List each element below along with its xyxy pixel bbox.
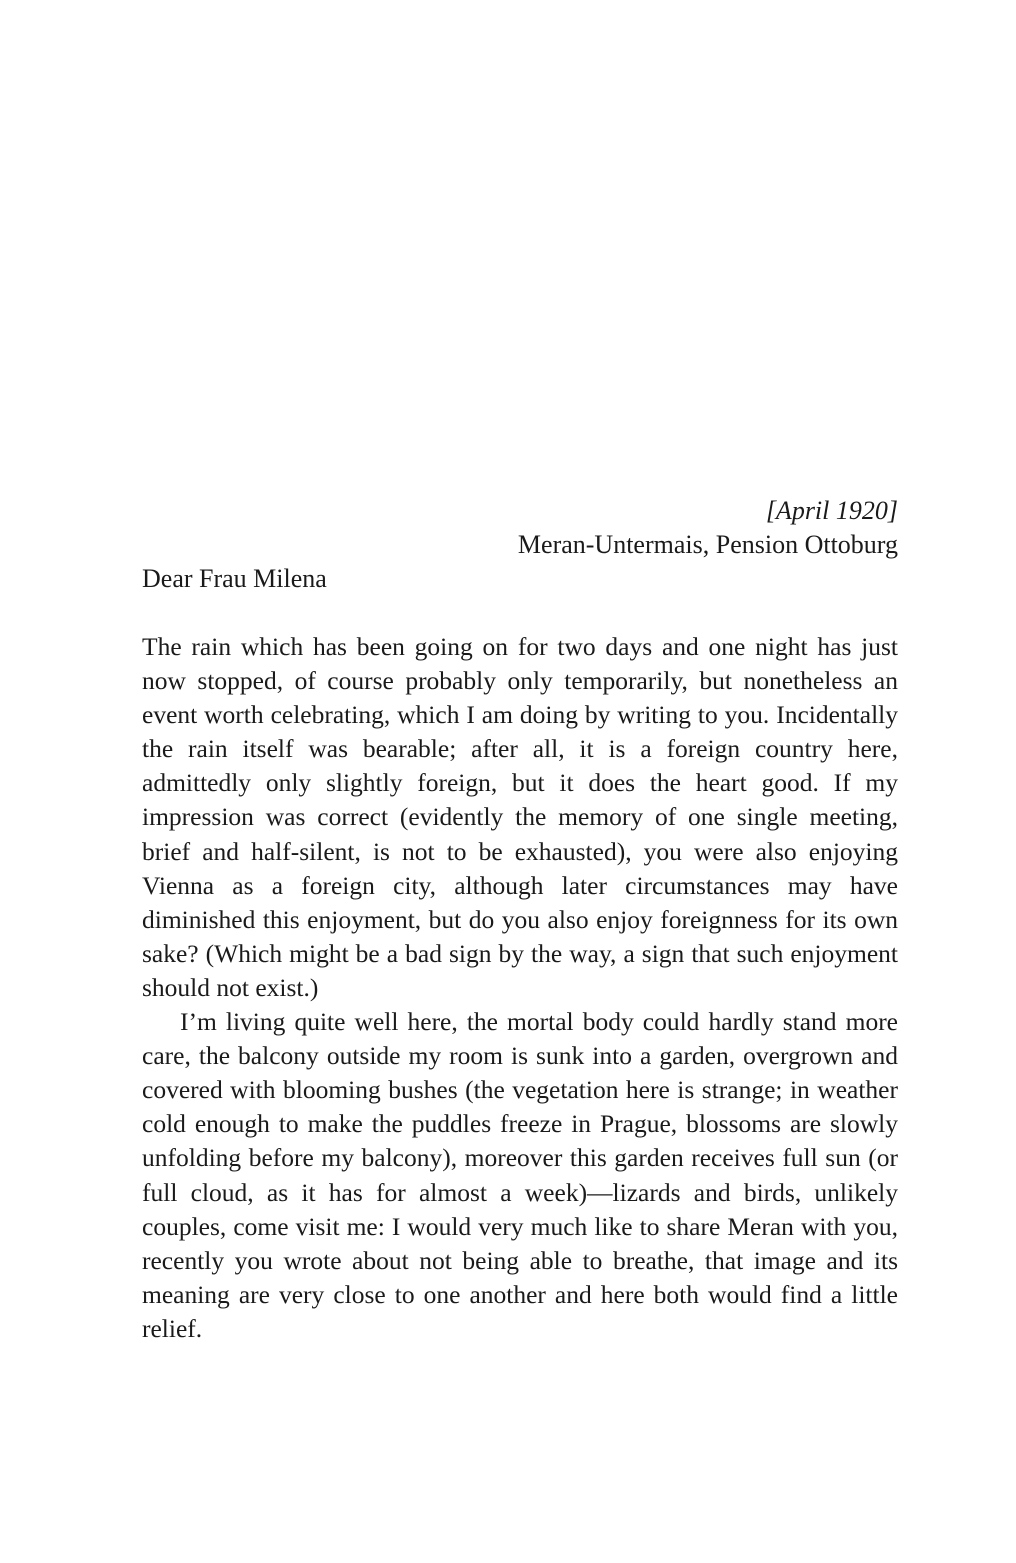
letter-salutation: Dear Frau Milena — [142, 564, 327, 593]
letter-paragraph-1: The rain which has been going on for two days and one night has just now stopped, of course probably only temporarily, but nonetheless an event worth celebrating, which I am doing by writing to you. Incidentally the rain itself was bearable; after all, it is a foreign country here, admittedly only slightly foreign, but it does the heart good. If my impression was correct (evidently the memory of one single meeting, brief and half-silent, is not to be exhausted), you were also enjoying Vienna as a foreign city, although later circumstances may have diminished this enjoyment, but do you also enjoy foreignness for its own sake? (Which might be a bad sign by the way, a sign that such enjoyment should not exist.) — [142, 632, 898, 1002]
letter-body — [142, 494, 898, 1346]
letter-place: Meran-Untermais, Pension Ottoburg — [517, 530, 898, 559]
letter-date: [April 1920] — [765, 496, 898, 525]
letter-paragraph-2: I’m living quite well here, the mortal body could hardly stand more care, the balcony outside my room is sunk into a garden, overgrown and covered with blooming bushes (the vegetation here is strange; in weather cold enough to make the puddles freeze in Prague, blossoms are slowly unfolding before my balcony), moreover this garden receives full sun (or full cloud, as it has for almost a week)—lizards and birds, unlikely couples, come visit me: I would very much like to share Meran with you, recently you wrote about not being able to breathe, that image and its meaning are very close to one another and here both would find a little relief. — [142, 1007, 898, 1343]
